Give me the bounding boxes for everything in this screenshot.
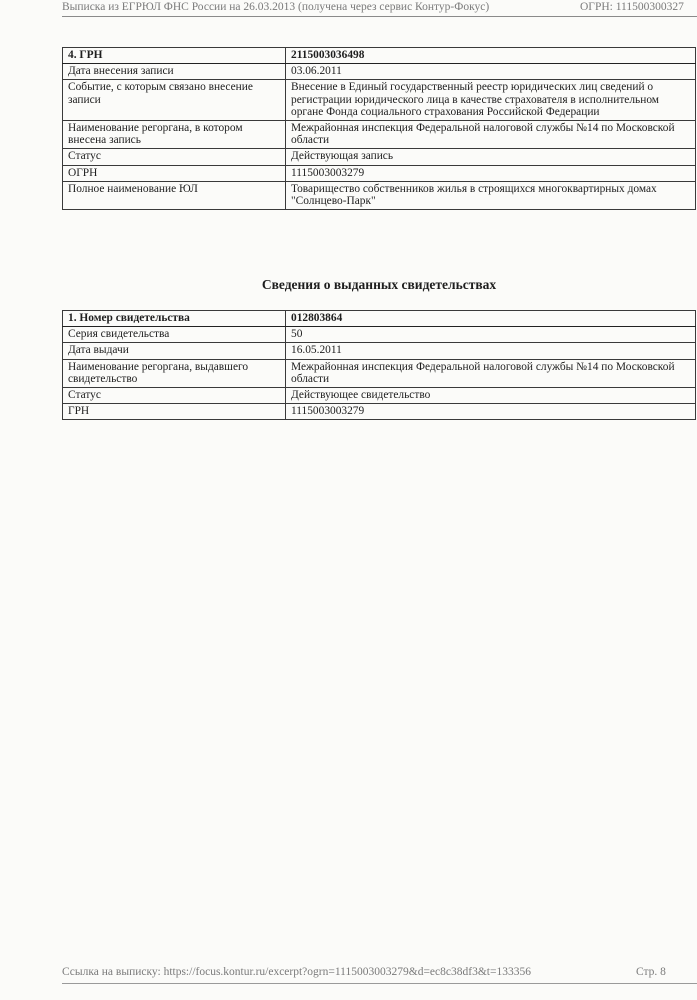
certificate-label: Статус <box>63 388 286 404</box>
record-label: ОГРН <box>63 165 286 181</box>
table-row <box>63 327 696 343</box>
header-rule <box>62 16 697 17</box>
certificate-value: 50 <box>286 327 696 343</box>
table-row <box>63 404 696 420</box>
certificate-label: Наименование регоргана, выдавшего свидетельство <box>63 359 286 387</box>
table-row <box>63 149 696 165</box>
record-value: 2115003036498 <box>286 48 696 64</box>
certificate-label: 1. Номер свидетельства <box>63 311 286 327</box>
record-label: Событие, с которым связано внесение записи <box>63 80 286 121</box>
certificate-value: 012803864 <box>286 311 696 327</box>
certificate-label: Дата выдачи <box>63 343 286 359</box>
table-row <box>63 359 696 387</box>
table-row <box>63 121 696 149</box>
record-value: Внесение в Единый государственный реестр юридических лиц сведений о регистрации юридического лица в качестве страхователя в исполнительном органе Фонда социального страхования Российской Федерации <box>286 80 696 121</box>
page-header <box>62 1 697 17</box>
table-row <box>63 48 696 64</box>
footer-rule <box>62 983 697 984</box>
record-label: Статус <box>63 149 286 165</box>
page-footer <box>62 966 697 982</box>
certificate-label: Серия свидетельства <box>63 327 286 343</box>
record-value: Действующая запись <box>286 149 696 165</box>
table-row <box>63 343 696 359</box>
page-number: Стр. 8 <box>636 966 666 978</box>
certificate-value: 1115003003279 <box>286 404 696 420</box>
header-ogrn: ОГРН: 111500300327 <box>580 1 684 13</box>
record-table <box>62 47 696 210</box>
record-value: 1115003003279 <box>286 165 696 181</box>
certificate-label: ГРН <box>63 404 286 420</box>
table-row <box>63 165 696 181</box>
excerpt-link[interactable]: Ссылка на выписку: https://focus.kontur.ru/excerpt?ogrn=1115003003279&d=ec8c38df3&t=133356 <box>62 966 531 978</box>
record-label: Наименование регоргана, в котором внесена запись <box>63 121 286 149</box>
table-row <box>63 64 696 80</box>
record-label: 4. ГРН <box>63 48 286 64</box>
table-row <box>63 311 696 327</box>
section-title: Сведения о выданных свидетельствах <box>261 277 497 292</box>
certificates-table <box>62 310 696 420</box>
record-label: Полное наименование ЮЛ <box>63 181 286 209</box>
table-row <box>63 80 696 121</box>
certificate-value: 16.05.2011 <box>286 343 696 359</box>
header-source-text: Выписка из ЕГРЮЛ ФНС России на 26.03.2013 (получена через сервис Контур-Фокус) <box>62 1 490 13</box>
record-value: Товарищество собственников жилья в строящихся многоквартирных домах "Солнцево-Парк" <box>286 181 696 209</box>
certificate-value: Межрайонная инспекция Федеральной налоговой службы №14 по Московской области <box>286 359 696 387</box>
table-row <box>63 181 696 209</box>
record-value: 03.06.2011 <box>286 64 696 80</box>
table-row <box>63 388 696 404</box>
record-value: Межрайонная инспекция Федеральной налоговой службы №14 по Московской области <box>286 121 696 149</box>
certificate-value: Действующее свидетельство <box>286 388 696 404</box>
record-label: Дата внесения записи <box>63 64 286 80</box>
